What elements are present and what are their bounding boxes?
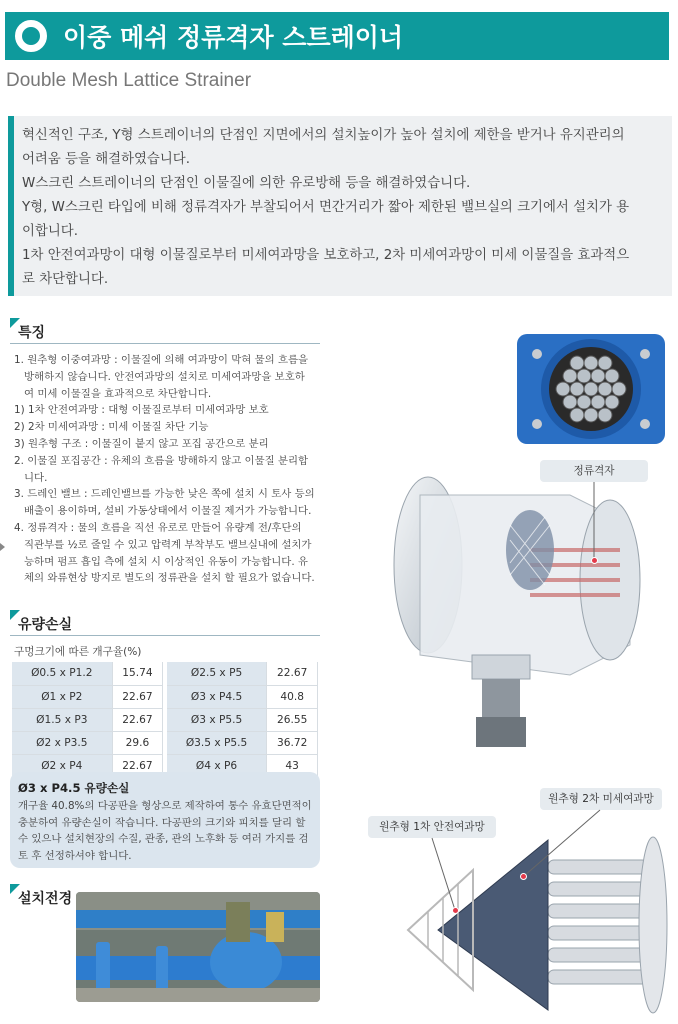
opening-rate-cell: 22.67 [112,708,163,731]
feature-line: 니다. [24,471,48,484]
opening-rate-cell: 43 [267,754,318,777]
opening-rate-cell: 22.67 [112,685,163,708]
feature-line: 2. 이물질 포집공간 : 유체의 흐름을 방해하지 않고 이물질 분리합 [14,454,309,467]
feature-line: 배출이 용이하며, 설비 가동상태에서 이물질 제거가 가능합니다. [24,505,312,518]
box-line: 토 후 선정하셔야 합니다. [18,849,132,862]
features-list [14,352,320,587]
feature-line: 방해하지 않습니다. 안전여과망의 설치로 미세여과망을 보호하 [24,370,305,383]
opening-rate-table [12,662,318,778]
opening-rate-cell: 40.8 [267,685,318,708]
callout-dot-fine-mesh [520,873,527,880]
table-row [12,685,318,708]
flow-loss-box-text [18,798,316,864]
intro-accent-bar [8,116,14,296]
callout-dot-lattice [591,557,598,564]
flow-loss-heading-label: 유량손실 [18,617,73,633]
side-marker-icon [0,543,5,551]
hole-size-cell: Ø2 x P4 [12,754,112,777]
flow-loss-heading [10,610,320,636]
feature-line: 4. 정류격자 : 물의 흐름을 직선 유로로 만들어 유량계 전/후단의 [14,521,302,534]
callout-safety-mesh: 원추형 1차 안전여과망 [368,816,496,838]
box-line: 개구율 40.8%의 다공판을 형상으로 제작하여 통수 유효단면적이 [18,800,312,812]
callout-dot-safety-mesh [452,907,459,914]
intro-line: 어려움 등을 해결하였습니다. [22,152,190,167]
feature-line: 체의 와류현상 방지로 별도의 정류관을 설치 할 필요가 없습니다. [24,572,315,585]
intro-text [22,124,668,292]
intro-box [8,116,672,296]
opening-rate-cell: 36.72 [267,731,318,754]
installation-photo [76,892,320,1002]
page-title: 이중 메쉬 정류격자 스트레이너 [63,23,404,52]
hole-size-cell: Ø1 x P2 [12,685,112,708]
feature-line: 2) 2차 미세여과망 : 미세 이물질 차단 기능 [14,421,209,434]
install-heading-label: 설치전경 [18,891,73,907]
hole-size-cell: Ø0.5 x P1.2 [12,662,112,685]
table-row [12,662,318,685]
lattice-photo [517,334,665,444]
title-bar [5,12,669,60]
intro-line: 1차 안전여과망이 대형 이물질로부터 미세여과망을 보호하고, 2차 미세여과망이 미세 이물질을 효과적으 [22,248,630,263]
intro-line: 혁신적인 구조, Y형 스트레이너의 단점인 지면에서의 설치높이가 높아 설치에 제한을 받거나 유지관리의 [22,128,625,143]
opening-rate-cell: 26.55 [267,708,318,731]
feature-line: 능하며 펌프 흡입 측에 설치 시 이상적인 유동이 가능합니다. 유 [24,555,308,568]
install-heading [10,884,73,910]
callout-lattice: 정류격자 [540,460,648,482]
flow-loss-info-box [10,772,320,868]
hole-size-cell: Ø3 x P4.5 [167,685,267,708]
hole-size-cell: Ø4 x P6 [167,754,267,777]
opening-rate-cell: 22.67 [112,754,163,777]
hole-size-cell: Ø2 x P3.5 [12,731,112,754]
intro-line: W스크린 스트레이너의 단점인 이물질에 의한 유로방해 등을 해결하였습니다. [22,176,471,191]
opening-rate-cell: 22.67 [267,662,318,685]
hole-size-cell: Ø1.5 x P3 [12,708,112,731]
features-heading-label: 특징 [18,325,46,341]
title-circle-icon [15,20,47,52]
callout-fine-mesh: 원추형 2차 미세여과망 [540,788,662,810]
opening-rate-cell: 29.6 [112,731,163,754]
hole-size-cell: Ø2.5 x P5 [167,662,267,685]
intro-line: 이합니다. [22,224,78,239]
feature-line: 여 미세 이물질을 효과적으로 차단합니다. [24,387,212,400]
feature-line: 3. 드레인 밸브 : 드레인밸브를 가능한 낮은 쪽에 설치 시 토사 등의 [14,488,315,501]
opening-rate-cell: 15.74 [112,662,163,685]
feature-line: 1) 1차 안전여과망 : 대형 이물질로부터 미세여과망 보호 [14,404,269,417]
flow-loss-box-title: Ø3 x P4.5 유량손실 [18,781,130,795]
box-line: 충분하여 유량손실이 작습니다. 다공판의 크기와 피치를 달리 할 [18,816,306,829]
cone-mesh-illustration [398,820,670,1020]
box-line: 수 있으나 설치현장의 수질, 관종, 관의 노후화 등 여러 가지를 검 [18,833,309,845]
feature-line: 직관부를 ½로 줄일 수 있고 압력계 부착부도 밸브실내에 설치가 [24,538,312,551]
hole-size-cell: Ø3 x P5.5 [167,708,267,731]
strainer-cutaway-illustration [380,455,670,755]
table-row [12,731,318,754]
feature-line: 3) 원추형 구조 : 이물질이 붙지 않고 포집 공간으로 분리 [14,437,269,450]
intro-line: 로 차단합니다. [22,272,109,287]
hole-size-cell: Ø3.5 x P5.5 [167,731,267,754]
feature-line: 1. 원추형 이중여과망 : 이물질에 의해 여과망이 막혀 물의 흐름을 [14,354,309,366]
intro-line: Y형, W스크린 타입에 비해 정류격자가 부찰되어서 면간거리가 짧아 제한된 밸브실의 크기에서 설치가 용 [22,200,630,215]
page-subtitle: Double Mesh Lattice Strainer [6,70,252,91]
table-caption: 구멍크기에 따른 개구율(%) [14,646,142,658]
table-row [12,708,318,731]
features-heading [10,318,320,344]
